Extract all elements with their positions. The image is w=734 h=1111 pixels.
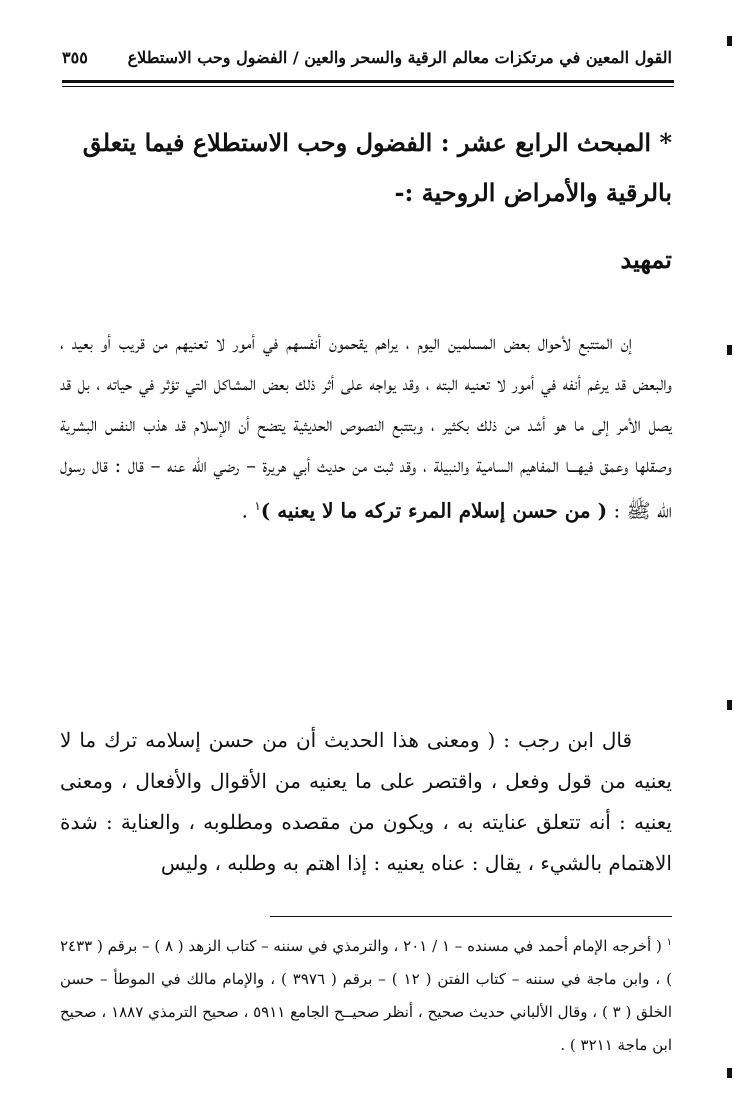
footnote bbox=[60, 926, 672, 1062]
paragraph-1 bbox=[60, 322, 672, 532]
footnote-marker: ١ bbox=[666, 937, 672, 948]
page-number: ٣٥٥ bbox=[62, 48, 88, 67]
footnote-text: ( أخرجه الإمام أحمد في مسنده – ١ / ٢٠١ ، والترمذي في سننه – كتاب الزهد ( ٨ ) – برقم ( ٢٤٣٣ ) ، وابن ماجة في سننه – كتاب الفتن ( ١٢ ) – برقم ( ٣٩٧٦ ) ، والإمام مالك في الموطأ – حسن الخلق ( ٣ ) ، وقال الألباني حديث صحيح ، أنظر صحيــح الجامع ٥٩١١ ، صحيح الترمذي ١٨٨٧ ، صحيح ابن ماجة ٣٢١١ ) . bbox=[60, 937, 672, 1054]
page-header bbox=[62, 40, 672, 82]
footnote-separator bbox=[270, 916, 672, 917]
scan-edge-mark bbox=[727, 345, 732, 355]
scan-edge-mark bbox=[727, 1068, 732, 1078]
header-rule-thick bbox=[62, 80, 674, 83]
paragraph-2: قال ابن رجب : ( ومعنى هذا الحديث أن من حسن إسلامه ترك ما لا يعنيه من قول وفعل ، واقتصر على ما يعنيه من الأقوال والأفعال ، ومعنى يعنيه : أنه تتعلق عنايته به ، ويكون من مقصده ومطلوبه ، والعناية : شدة الاهتمام بالشيء ، يقال : عناه يعنيه : إذا اهتم به وطلبه ، وليس bbox=[60, 728, 672, 875]
header-rule-thin bbox=[62, 86, 674, 87]
subheading: تمهيد bbox=[620, 245, 672, 274]
paragraph-1-text: إن المتتبع لأحوال بعض المسلمين اليوم ، يراهم يقحمون أنفسهم في أمور لا تعنيهم من قريب أو بعيد ، والبعض قد يرغم أنفه في أمور لا تعنيه البته ، وقد يواجه على أثر ذلك بعض المشاكل التي تؤثر في حياته ، بل قد يصل الأمر إلى ما هو أشد من ذلك بكثير ، وبتتبع النصوص الحديثية يتضح أن الإسلام قد هذب النفس البشرية وصقلها وعمق فيهـــا المفاهيم السامية والنبيلة ، وقد ثبت من حديث أبي هريرة – رضي الله عنه – قال : قال رسول الله ﷺ : bbox=[60, 330, 672, 523]
paragraph-1-end: . bbox=[241, 498, 255, 523]
running-title: القول المعين في مرتكزات معالم الرقية والسحر والعين / الفضول وحب الاستطلاع bbox=[127, 48, 672, 67]
hadith-quote: ( من حسن إسلام المرء تركه ما لا يعنيه ) bbox=[260, 498, 608, 523]
scan-edge-mark bbox=[727, 700, 732, 710]
section-heading: * المبحث الرابع عشر : الفضول وحب الاستطلاع فيما يتعلق بالرقية والأمراض الروحية :- bbox=[82, 128, 672, 207]
scan-edge-mark bbox=[727, 36, 732, 46]
footnote-reference[interactable]: ١ bbox=[254, 499, 261, 513]
